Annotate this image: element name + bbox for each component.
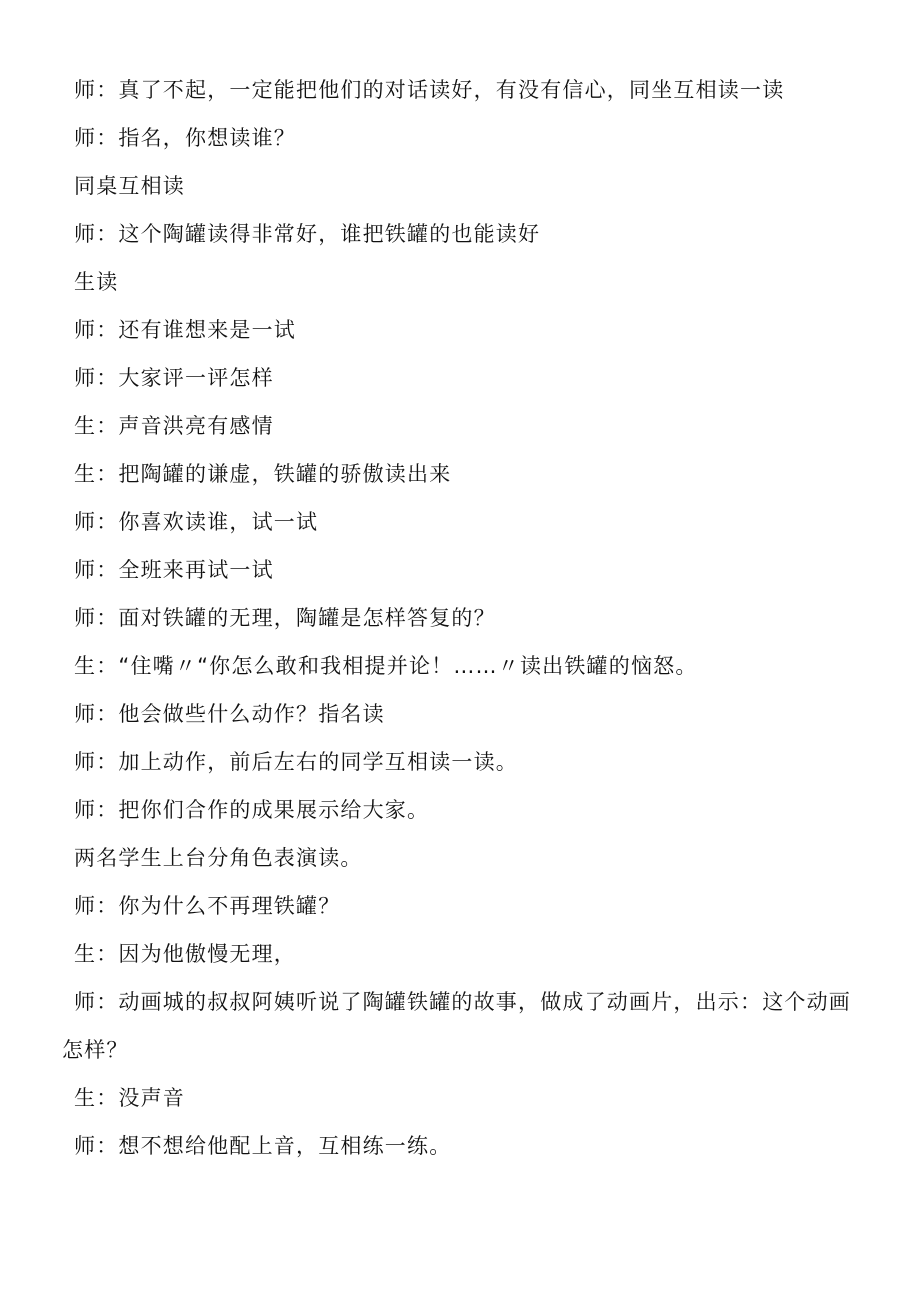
text-line: 生：没声音 (74, 1086, 185, 1110)
text-line: 师：动画城的叔叔阿姨听说了陶罐铁罐的故事，做成了动画片，出示：这个动画怎样？ (62, 990, 851, 1062)
text-line: 师：这个陶罐读得非常好，谁把铁罐的也能读好 (74, 222, 541, 246)
text-line: 师：你喜欢读谁，试一试 (74, 510, 319, 534)
text-line: 同桌互相读 (74, 174, 185, 198)
text-line: 师：大家评一评怎样 (74, 366, 274, 390)
dialogue-transcript (62, 66, 874, 1170)
text-line: 师：你为什么不再理铁罐？ (74, 894, 341, 918)
text-line: 两名学生上台分角色表演读。 (74, 846, 363, 870)
text-line: 师：还有谁想来是一试 (74, 318, 296, 342)
text-line: 生：把陶罐的谦虚，铁罐的骄傲读出来 (74, 462, 452, 486)
text-line: 师：加上动作，前后左右的同学互相读一读。 (74, 750, 518, 774)
text-line: 师：把你们合作的成果展示给大家。 (74, 798, 430, 822)
text-line: 师：面对铁罐的无理，陶罐是怎样答复的？ (74, 606, 496, 630)
text-line: 生：因为他傲慢无理， (74, 942, 296, 966)
text-line: 师：他会做些什么动作？指名读 (74, 702, 385, 726)
text-line: 师：指名，你想读谁？ (74, 126, 296, 150)
text-line: 生读 (74, 270, 119, 294)
text-line: 师：全班来再试一试 (74, 558, 274, 582)
text-line: 师：真了不起，一定能把他们的对话读好，有没有信心，同坐互相读一读 (74, 78, 785, 102)
text-line: 师：想不想给他配上音，互相练一练。 (74, 1134, 452, 1158)
text-line: 生：“住嘴〃“你怎么敢和我相提并论！……〃读出铁罐的恼怒。 (74, 654, 698, 678)
text-line: 生：声音洪亮有感情 (74, 414, 274, 438)
